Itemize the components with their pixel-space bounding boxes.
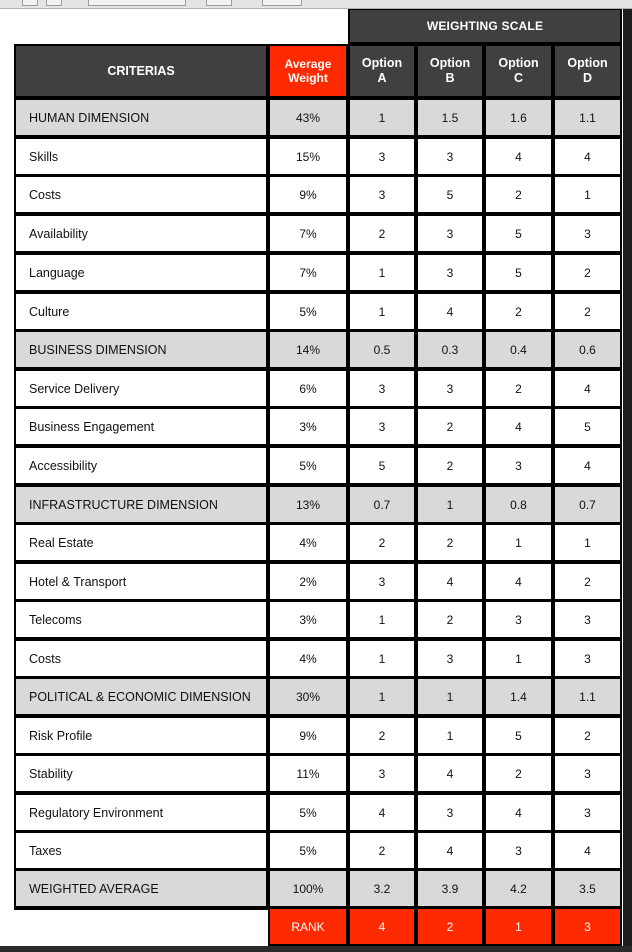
criteria-row-label: Costs [16, 641, 266, 676]
option-header-line1: Option [567, 56, 608, 70]
criteria-row-option-b-value: 3 [418, 371, 482, 406]
criteria-row-option-a-value: 1 [350, 641, 414, 676]
criteria-row-option-d-value: 2 [555, 255, 620, 290]
criteria-row-option-d-value: 3 [555, 795, 620, 830]
dimension-row-option-d-value: 1.1 [555, 100, 620, 135]
criteria-row-option-b-value: 1 [418, 718, 482, 753]
criteria-row-option-d-value: 4 [555, 371, 620, 406]
dimension-row-option-a-value: 3.2 [350, 871, 414, 906]
criteria-row-option-c-value: 1 [486, 525, 551, 560]
option-header-line1: Option [429, 56, 471, 70]
criteria-row-option-a-value: 2 [350, 216, 414, 251]
criteria-row-label: Taxes [16, 833, 266, 868]
criteria-row-option-c-value: 4 [486, 139, 551, 174]
dimension-row-label: BUSINESS DIMENSION [16, 332, 266, 367]
average-weight-header-line1: Average [284, 57, 332, 71]
criteria-row-option-a-value: 3 [350, 177, 414, 212]
criterias-header: CRITERIAS [16, 46, 266, 96]
option-c-header [486, 46, 551, 96]
dimension-row-label: HUMAN DIMENSION [16, 100, 266, 135]
criteria-row-option-c-value: 5 [486, 255, 551, 290]
criteria-row-option-a-value: 2 [350, 525, 414, 560]
criteria-row-weight: 9% [270, 177, 346, 212]
criteria-row-weight: 4% [270, 525, 346, 560]
criteria-row-option-a-value: 3 [350, 564, 414, 599]
option-header-line2: D [582, 71, 593, 85]
criteria-row-option-c-value: 3 [486, 833, 551, 868]
dimension-row-option-d-value: 0.6 [555, 332, 620, 367]
criteria-row-option-c-value: 2 [486, 177, 551, 212]
criteria-row-option-c-value: 5 [486, 216, 551, 251]
criteria-row-option-d-value: 1 [555, 525, 620, 560]
criteria-row-option-d-value: 5 [555, 409, 620, 444]
toolbar-button[interactable] [262, 0, 302, 6]
criteria-row-weight: 5% [270, 448, 346, 483]
dimension-row-label: POLITICAL & ECONOMIC DIMENSION [16, 679, 266, 714]
criteria-row-option-d-value: 2 [555, 564, 620, 599]
toolbar-button[interactable] [206, 0, 232, 6]
criteria-row-option-d-value: 4 [555, 139, 620, 174]
criteria-row-option-d-value: 3 [555, 216, 620, 251]
criteria-row-option-b-value: 4 [418, 564, 482, 599]
option-d-header [555, 46, 620, 96]
dimension-row-option-b-value: 1 [418, 487, 482, 522]
criteria-row-option-c-value: 2 [486, 294, 551, 329]
criteria-row-weight: 11% [270, 756, 346, 791]
criteria-row-weight: 3% [270, 602, 346, 637]
weighting-scale-header: WEIGHTING SCALE [350, 10, 620, 42]
dimension-row-option-d-value: 1.1 [555, 679, 620, 714]
criteria-row-label: Regulatory Environment [16, 795, 266, 830]
option-header-line1: Option [361, 56, 403, 70]
criteria-row-option-b-value: 2 [418, 602, 482, 637]
average-weight-header [270, 46, 346, 96]
criteria-row-weight: 5% [270, 795, 346, 830]
criteria-row-option-b-value: 3 [418, 641, 482, 676]
option-header-line1: Option [498, 56, 539, 70]
criteria-row-option-d-value: 4 [555, 833, 620, 868]
criteria-row-weight: 4% [270, 641, 346, 676]
dimension-row-option-d-value: 3.5 [555, 871, 620, 906]
criteria-row-option-a-value: 3 [350, 756, 414, 791]
option-b-header [418, 46, 482, 96]
dimension-row-option-b-value: 0.3 [418, 332, 482, 367]
criteria-row-option-b-value: 3 [418, 139, 482, 174]
rank-option-c: 1 [486, 909, 551, 944]
criteria-row-option-c-value: 4 [486, 409, 551, 444]
criteria-row-weight: 6% [270, 371, 346, 406]
criteria-row-option-d-value: 3 [555, 756, 620, 791]
dimension-row-weight: 43% [270, 100, 346, 135]
window-edge-bottom [0, 946, 632, 952]
criteria-row-option-a-value: 1 [350, 255, 414, 290]
criteria-row-option-c-value: 3 [486, 448, 551, 483]
criteria-row-option-b-value: 4 [418, 756, 482, 791]
criteria-row-option-c-value: 1 [486, 641, 551, 676]
dimension-row-option-c-value: 0.4 [486, 332, 551, 367]
criteria-row-weight: 3% [270, 409, 346, 444]
window-toolbar [0, 0, 632, 9]
criteria-row-weight: 15% [270, 139, 346, 174]
window-edge [623, 9, 632, 952]
criteria-row-option-a-value: 5 [350, 448, 414, 483]
criteria-row-option-b-value: 5 [418, 177, 482, 212]
criteria-row-label: Availability [16, 216, 266, 251]
option-header-line2: B [445, 71, 455, 85]
dimension-row-option-c-value: 0.8 [486, 487, 551, 522]
criteria-row-option-a-value: 3 [350, 409, 414, 444]
criteria-row-weight: 5% [270, 833, 346, 868]
dimension-row-option-c-value: 1.4 [486, 679, 551, 714]
dimension-row-option-b-value: 1.5 [418, 100, 482, 135]
dimension-row-weight: 30% [270, 679, 346, 714]
criteria-row-label: Real Estate [16, 525, 266, 560]
criteria-row-weight: 7% [270, 255, 346, 290]
criteria-row-label: Language [16, 255, 266, 290]
criteria-row-option-a-value: 2 [350, 833, 414, 868]
criteria-row-label: Business Engagement [16, 409, 266, 444]
criteria-row-option-a-value: 2 [350, 718, 414, 753]
criteria-row-option-d-value: 2 [555, 718, 620, 753]
criteria-row-option-a-value: 3 [350, 139, 414, 174]
dimension-row-option-a-value: 0.5 [350, 332, 414, 367]
criteria-row-label: Telecoms [16, 602, 266, 637]
toolbar-button[interactable] [46, 0, 62, 6]
rank-label: RANK [270, 909, 346, 944]
criteria-row-option-d-value: 3 [555, 602, 620, 637]
option-a-header [350, 46, 414, 96]
dimension-row-option-a-value: 1 [350, 679, 414, 714]
criteria-row-label: Stability [16, 756, 266, 791]
criteria-row-label: Hotel & Transport [16, 564, 266, 599]
criteria-row-option-a-value: 3 [350, 371, 414, 406]
criteria-row-label: Risk Profile [16, 718, 266, 753]
average-weight-header-line2: Weight [288, 71, 328, 85]
criteria-row-option-c-value: 2 [486, 371, 551, 406]
criteria-row-option-a-value: 1 [350, 602, 414, 637]
criteria-row-option-b-value: 3 [418, 255, 482, 290]
dimension-row-weight: 13% [270, 487, 346, 522]
dimension-row-weight: 100% [270, 871, 346, 906]
criteria-row-option-c-value: 5 [486, 718, 551, 753]
option-header-line2: C [513, 71, 524, 85]
criteria-row-option-b-value: 3 [418, 216, 482, 251]
criteria-row-label: Accessibility [16, 448, 266, 483]
toolbar-button[interactable] [22, 0, 38, 6]
dimension-row-weight: 14% [270, 332, 346, 367]
criteria-row-label: Costs [16, 177, 266, 212]
criteria-row-label: Service Delivery [16, 371, 266, 406]
criteria-row-label: Culture [16, 294, 266, 329]
dimension-row-option-a-value: 0.7 [350, 487, 414, 522]
criteria-row-option-c-value: 4 [486, 564, 551, 599]
dimension-row-label: WEIGHTED AVERAGE [16, 871, 266, 906]
criteria-row-weight: 2% [270, 564, 346, 599]
criteria-row-weight: 7% [270, 216, 346, 251]
criteria-row-option-b-value: 4 [418, 294, 482, 329]
criteria-row-option-d-value: 2 [555, 294, 620, 329]
criteria-row-option-b-value: 2 [418, 448, 482, 483]
dimension-row-option-c-value: 1.6 [486, 100, 551, 135]
dimension-row-option-b-value: 3.9 [418, 871, 482, 906]
criteria-row-option-b-value: 4 [418, 833, 482, 868]
dimension-row-option-d-value: 0.7 [555, 487, 620, 522]
rank-option-d: 3 [555, 909, 620, 944]
criteria-row-option-a-value: 1 [350, 294, 414, 329]
criteria-row-option-d-value: 3 [555, 641, 620, 676]
dimension-row-option-a-value: 1 [350, 100, 414, 135]
criteria-row-weight: 9% [270, 718, 346, 753]
criteria-row-weight: 5% [270, 294, 346, 329]
toolbar-button[interactable] [88, 0, 186, 6]
criteria-row-option-b-value: 2 [418, 525, 482, 560]
rank-option-b: 2 [418, 909, 482, 944]
criteria-row-option-c-value: 2 [486, 756, 551, 791]
criteria-row-label: Skills [16, 139, 266, 174]
criteria-row-option-d-value: 1 [555, 177, 620, 212]
criteria-row-option-c-value: 3 [486, 602, 551, 637]
criteria-row-option-c-value: 4 [486, 795, 551, 830]
criteria-row-option-b-value: 2 [418, 409, 482, 444]
dimension-row-label: INFRASTRUCTURE DIMENSION [16, 487, 266, 522]
criteria-row-option-d-value: 4 [555, 448, 620, 483]
criteria-row-option-b-value: 3 [418, 795, 482, 830]
dimension-row-option-b-value: 1 [418, 679, 482, 714]
dimension-row-option-c-value: 4.2 [486, 871, 551, 906]
option-header-line2: A [377, 71, 387, 85]
rank-option-a: 4 [350, 909, 414, 944]
criteria-row-option-a-value: 4 [350, 795, 414, 830]
